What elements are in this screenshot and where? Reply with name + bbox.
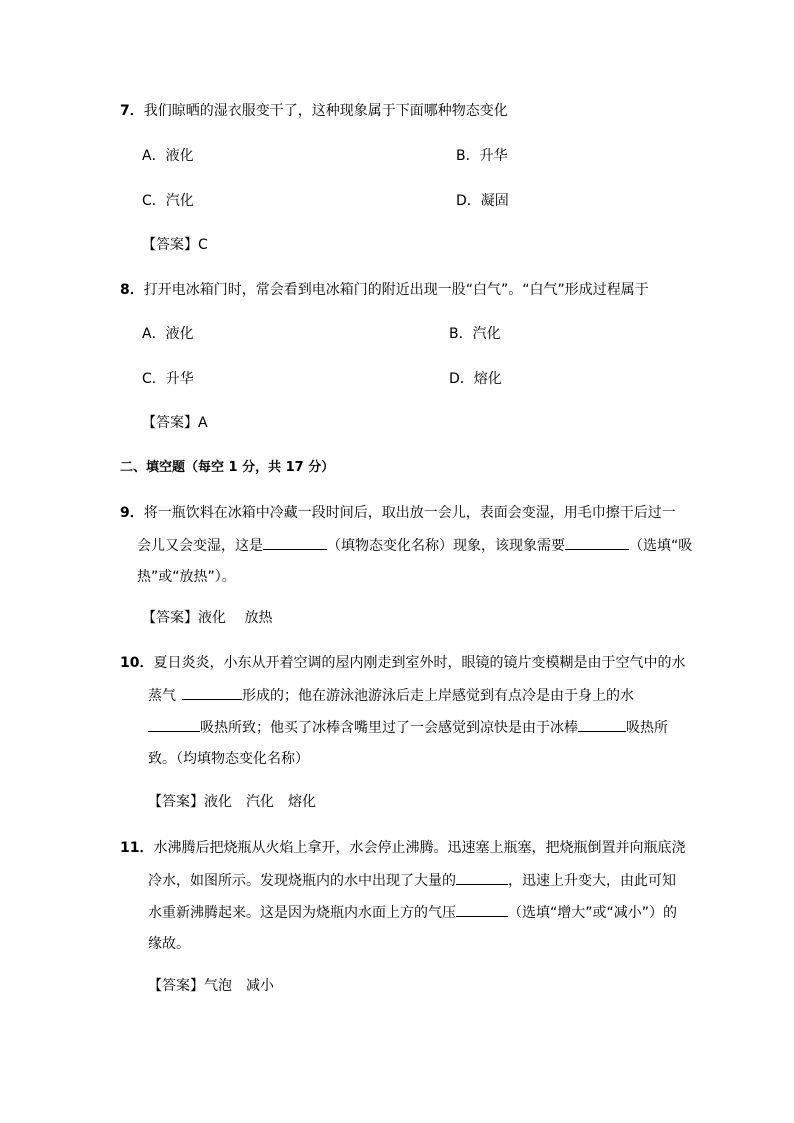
question-11-line-4: 缘故。 [148, 936, 190, 952]
answer-value: 液化 汽化 熔化 [204, 794, 316, 810]
question-number: 9． [120, 505, 144, 521]
section-heading: 二、填空题（每空 1 分，共 17 分） [120, 460, 335, 475]
question-text: 蒸气 [148, 688, 176, 704]
question-10-line-4: 致。（均填物态变化名称） [148, 751, 309, 767]
answer-value: 气泡 减小 [204, 978, 274, 994]
question-text: 吸热所 [626, 720, 668, 736]
question-8-stem [120, 280, 649, 300]
fill-blank [456, 870, 508, 885]
question-number: 11． [120, 840, 154, 856]
answer-label: 【答案】 [142, 610, 198, 626]
q8-option-a: A．液化 [142, 326, 194, 342]
question-11-line-2 [148, 870, 676, 891]
q7-answer [142, 235, 208, 255]
question-10-line-1 [120, 653, 685, 673]
question-number: 10． [120, 655, 154, 671]
answer-label: 【答案】 [148, 794, 204, 810]
question-11-line-1 [120, 838, 685, 858]
question-text: 我们晾晒的湿衣服变干了，这种现象属于下面哪种物态变化 [143, 103, 508, 119]
q7-option-a: A．液化 [142, 148, 194, 164]
question-text: 会儿又会变湿，这是 [137, 538, 263, 554]
answer-value: C [198, 237, 208, 253]
answer-label: 【答案】 [142, 415, 198, 431]
question-10-line-2 [148, 685, 634, 706]
answer-label: 【答案】 [142, 237, 198, 253]
answer-value: A [198, 415, 208, 431]
q8-option-b: B．汽化 [449, 326, 501, 342]
q8-option-d: D．熔化 [449, 371, 502, 387]
question-text: 将一瓶饮料在冰箱中冷藏一段时间后，取出放一会儿，表面会变湿，用毛巾擦干后过一 [143, 505, 676, 521]
question-number: 7． [120, 103, 144, 119]
q10-answer [148, 792, 316, 812]
question-text: （选填“吸 [629, 538, 693, 554]
fill-blank [565, 535, 629, 550]
question-text: 水重新沸腾起来。这是因为烧瓶内水面上方的气压 [148, 905, 456, 921]
question-text: 夏日炎炎，小东从开着空调的屋内刚走到室外时，眼镜的镜片变模糊是由于空气中的水 [153, 655, 686, 671]
fill-blank [578, 717, 626, 732]
fill-blank [182, 685, 242, 700]
q11-answer [148, 976, 274, 996]
fill-blank [456, 902, 508, 917]
q8-option-c: C．升华 [142, 371, 194, 387]
question-9-line-3: 热”或“放热”）。 [137, 569, 236, 585]
question-text: 吸热所致；他买了冰棒含嘴里过了一会感觉到凉快是由于冰棒 [200, 720, 578, 736]
question-7-stem [120, 101, 508, 121]
q7-option-b: B．升华 [456, 148, 508, 164]
question-text: （填物态变化名称）现象，该现象需要 [327, 538, 565, 554]
question-text: 打开电冰箱门时，常会看到电冰箱门的附近出现一股“白气”。“白气”形成过程属于 [143, 282, 649, 298]
q9-answer [142, 608, 272, 628]
q7-option-c: C．汽化 [142, 193, 194, 209]
question-text: 水沸腾后把烧瓶从火焰上拿开，水会停止沸腾。迅速塞上瓶塞，把烧瓶倒置并向瓶底浇 [153, 840, 686, 856]
answer-label: 【答案】 [148, 978, 204, 994]
question-text: 形成的；他在游泳池游泳后走上岸感觉到有点冷是由于身上的水 [242, 688, 634, 704]
question-text: （选填“增大”或“减小”）的 [508, 905, 678, 921]
fill-blank [263, 535, 327, 550]
question-text: ，迅速上升变大，由此可知 [508, 873, 676, 889]
question-number: 8． [120, 282, 144, 298]
question-11-line-3 [148, 902, 677, 923]
q8-answer [142, 413, 208, 433]
answer-value: 液化 放热 [198, 610, 273, 626]
question-text: 冷水，如图所示。发现烧瓶内的水中出现了大量的 [148, 873, 456, 889]
q7-option-d: D．凝固 [456, 193, 509, 209]
fill-blank [148, 717, 200, 732]
question-9-line-2 [137, 535, 692, 556]
question-10-line-3 [148, 717, 668, 738]
question-9-line-1 [120, 503, 676, 523]
